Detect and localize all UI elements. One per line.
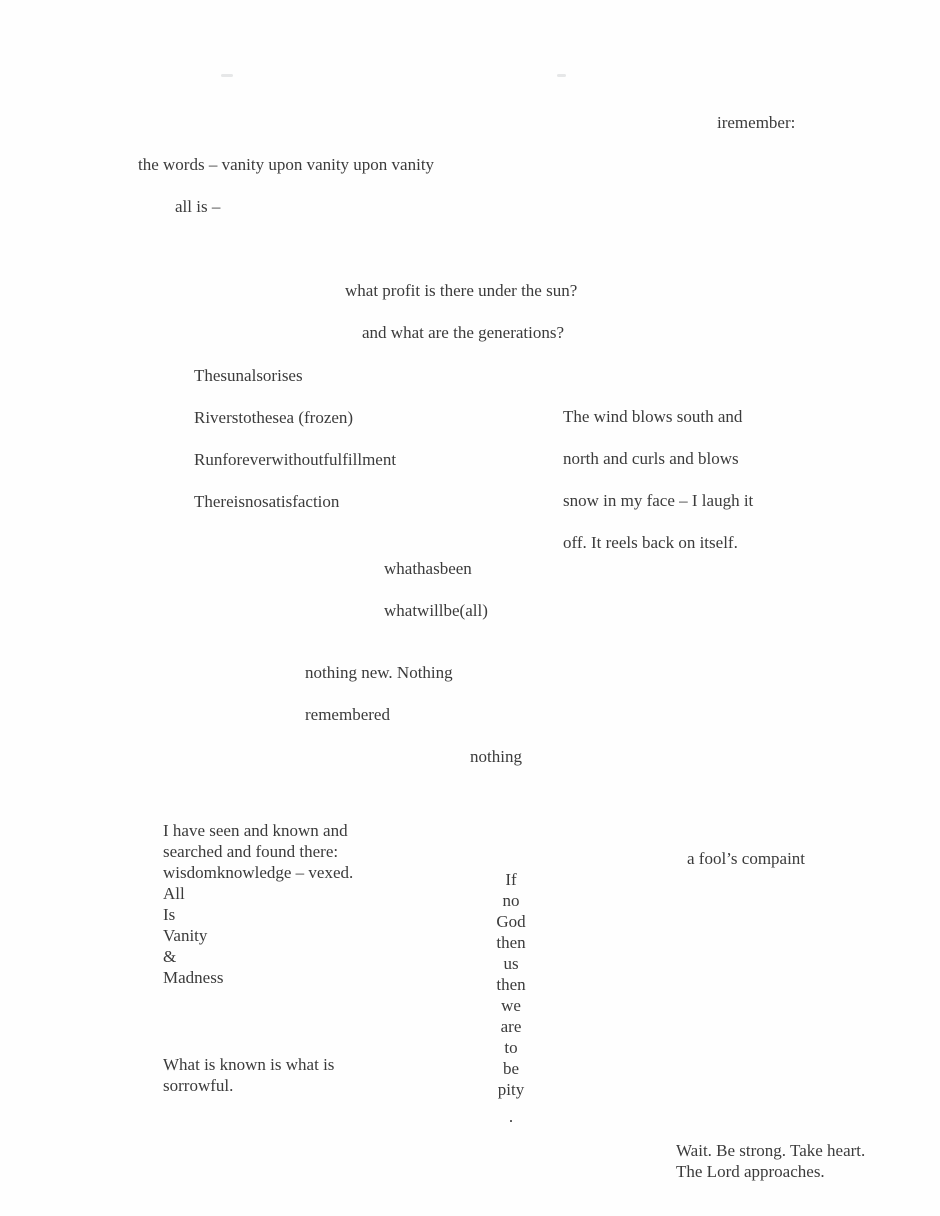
- poem-line: Thesunalsorises: [194, 366, 303, 385]
- poem-line: &: [163, 947, 177, 966]
- line-generations: and what are the generations?: [362, 323, 565, 342]
- stanza-what-is-known: [163, 1054, 334, 1096]
- poem-line: I have seen and known and: [163, 821, 348, 840]
- poem-line: snow in my face – I laugh it: [563, 491, 754, 510]
- poem-line: Is: [163, 905, 176, 924]
- poem-line: Vanity: [163, 926, 208, 945]
- poem-line: north and curls and blows: [563, 449, 739, 468]
- poem-line: All: [163, 884, 185, 903]
- scan-smudge: [557, 74, 566, 77]
- poem-word: we: [501, 996, 521, 1015]
- poem-line: wisdomknowledge – vexed.: [163, 863, 354, 882]
- scan-smudge: [221, 74, 233, 77]
- poem-word: no: [502, 891, 520, 910]
- stanza-sun-rivers: [194, 355, 396, 523]
- stanza-if-no-god-column: [461, 869, 561, 1127]
- stanza-whathasbeen: [384, 548, 488, 632]
- poem-line: Thereisnosatisfaction: [194, 492, 340, 511]
- poem-line: The wind blows south and: [563, 407, 743, 426]
- poem-line: The Lord approaches.: [676, 1162, 825, 1181]
- poem-line: Riverstothesea (frozen): [194, 408, 354, 427]
- line-fools-compaint: a fool’s compaint: [687, 849, 806, 868]
- poem-line: What is known is what is: [163, 1055, 335, 1074]
- line-nothing-new: nothing new. Nothing: [305, 663, 453, 682]
- poem-word: us: [503, 954, 519, 973]
- poem-word: are: [500, 1017, 522, 1036]
- poem-word: If: [505, 870, 517, 889]
- poem-word: to: [504, 1038, 518, 1057]
- poem-line: Wait. Be strong. Take heart.: [676, 1141, 866, 1160]
- poem-line: sorrowful.: [163, 1076, 234, 1095]
- poem-word: then: [496, 933, 526, 952]
- stanza-seen-and-known: [163, 820, 353, 988]
- line-the-words-vanity: the words – vanity upon vanity upon vanity: [138, 155, 435, 174]
- poem-word: be: [502, 1059, 520, 1078]
- stanza-wait-be-strong: [676, 1140, 865, 1182]
- poem-line: Madness: [163, 968, 224, 987]
- line-all-is: all is –: [175, 197, 221, 216]
- line-what-profit: what profit is there under the sun?: [345, 281, 578, 300]
- poem-word: God: [496, 912, 526, 931]
- poem-line: searched and found there:: [163, 842, 339, 861]
- poem-word: then: [496, 975, 526, 994]
- stanza-wind: [563, 396, 753, 564]
- line-nothing: nothing: [470, 747, 522, 766]
- poem-word: .: [508, 1107, 514, 1126]
- poem-line: whathasbeen: [384, 559, 472, 578]
- line-iremember: iremember:: [717, 113, 796, 132]
- poem-word: pity: [497, 1080, 525, 1099]
- poem-line: off. It reels back on itself.: [563, 533, 738, 552]
- line-remembered: remembered: [305, 705, 390, 724]
- poem-line: Runforeverwithoutfulfillment: [194, 450, 397, 469]
- poem-line: whatwillbe(all): [384, 601, 488, 620]
